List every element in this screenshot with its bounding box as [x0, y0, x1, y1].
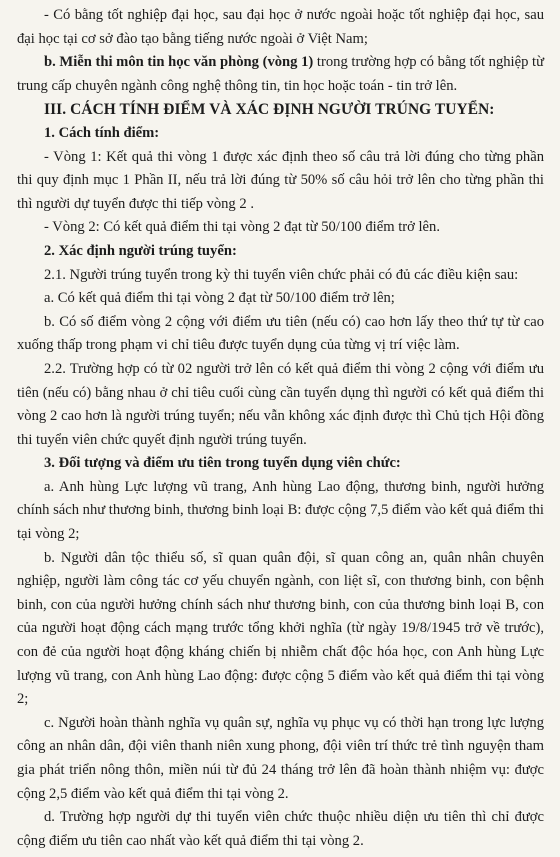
paragraph-it-exemption-body: trong trường hợp có bằng tốt nghiệp từ trung cấp chuyên ngành công nghệ thông tin, tin học hoặc toán - tin trở lên. [17, 54, 544, 94]
paragraph-priority-b: b. Người dân tộc thiểu số, sĩ quan quân đội, sĩ quan công an, quân nhân chuyên nghiệp, người làm công tác cơ yếu chuyển ngành, con liệt sĩ, con thương binh, con bệnh binh, con của người hưởng chính sách như thương binh, con của thương binh loại B, con của người hoạt động cách mạng trước tổng khởi nghĩa (từ ngày 19/8/1945 trở về trước), con đẻ của người hoạt động kháng chiến bị nhiễm chất độc hóa học, con Anh hùng Lực lượng vũ trang, con Anh hùng Lao động: được cộng 5 điểm vào kết quả điểm thi tại vòng 2; [17, 549, 544, 708]
heading-scoring: 1. Cách tính điểm: [44, 124, 160, 141]
paragraph-degree-abroad: - Có bằng tốt nghiệp đại học, sau đại học ở nước ngoài hoặc tốt nghiệp đại học, sau đại học tại cơ sở đào tạo bằng tiếng nước ngoài ở Việt Nam; [17, 7, 544, 47]
paragraph-2-1: 2.1. Người trúng tuyển trong kỳ thi tuyển viên chức phải có đủ các điều kiện sau: [44, 266, 519, 283]
paragraph-priority-d: d. Trường hợp người dự thi tuyển viên chức thuộc nhiều diện ưu tiên thì chỉ được cộng điểm ưu tiên cao nhất vào kết quả điểm thi tại vòng 2. [17, 809, 544, 849]
paragraph-2-2: 2.2. Trường hợp có từ 02 người trở lên có kết quả điểm thi vòng 2 cộng với điểm ưu tiên (nếu có) bằng nhau ở chỉ tiêu cuối cùng cần tuyển dụng thì người có kết quả điểm thi vòng 2 cao hơn là người trúng tuyển; nếu vẫn không xác định được thì Chủ tịch Hội đồng thi tuyển viên chức quyết định người trúng tuyển. [17, 360, 544, 448]
paragraph-round-1: - Vòng 1: Kết quả thi vòng 1 được xác định theo số câu trả lời đúng cho từng phần thi quy định mục 1 Phần II, nếu trả lời đúng từ 50% số câu hỏi trở lên cho từng phần thi thì người dự tuyển được thi tiếp vòng 2 . [17, 148, 544, 212]
paragraph-it-exemption-lead: b. Miễn thi môn tin học văn phòng (vòng 1) [44, 54, 314, 71]
heading-winner: 2. Xác định người trúng tuyển: [44, 242, 237, 259]
paragraph-priority-a: a. Anh hùng Lực lượng vũ trang, Anh hùng Lao động, thương binh, người hưởng chính sách như thương binh, thương binh loại B: được cộng 7,5 điểm vào kết quả điểm thi tại vòng 2; [17, 478, 544, 543]
paragraph-2-1-a: a. Có kết quả điểm thi tại vòng 2 đạt từ 50/100 điểm trở lên; [44, 290, 395, 307]
section-heading-iii: III. CÁCH TÍNH ĐIỂM VÀ XÁC ĐỊNH NGƯỜI TRÚNG TUYỂN: [44, 101, 495, 119]
paragraph-2-1-b: b. Có số điểm vòng 2 cộng với điểm ưu tiên (nếu có) cao hơn lấy theo thứ tự từ cao xuống thấp trong phạm vi chỉ tiêu được tuyển dụng của từng vị trí việc làm. [17, 313, 544, 354]
heading-priority: 3. Đối tượng và điểm ưu tiên trong tuyển dụng viên chức: [44, 455, 401, 472]
paragraph-round-2: - Vòng 2: Có kết quả điểm thi tại vòng 2 đạt từ 50/100 điểm trở lên. [44, 219, 440, 236]
paragraph-priority-c: c. Người hoàn thành nghĩa vụ quân sự, nghĩa vụ phục vụ có thời hạn trong lực lượng công an nhân dân, đội viên thanh niên xung phong, đội viên trí thức trẻ tình nguyện tham gia phát triển nông thôn, miền núi từ đủ 24 tháng trở lên đã hoàn thành nhiệm vụ: được cộng 2,5 điểm vào kết quả điểm thi tại vòng 2. [17, 714, 544, 802]
paragraph-it-exemption [17, 51, 544, 98]
